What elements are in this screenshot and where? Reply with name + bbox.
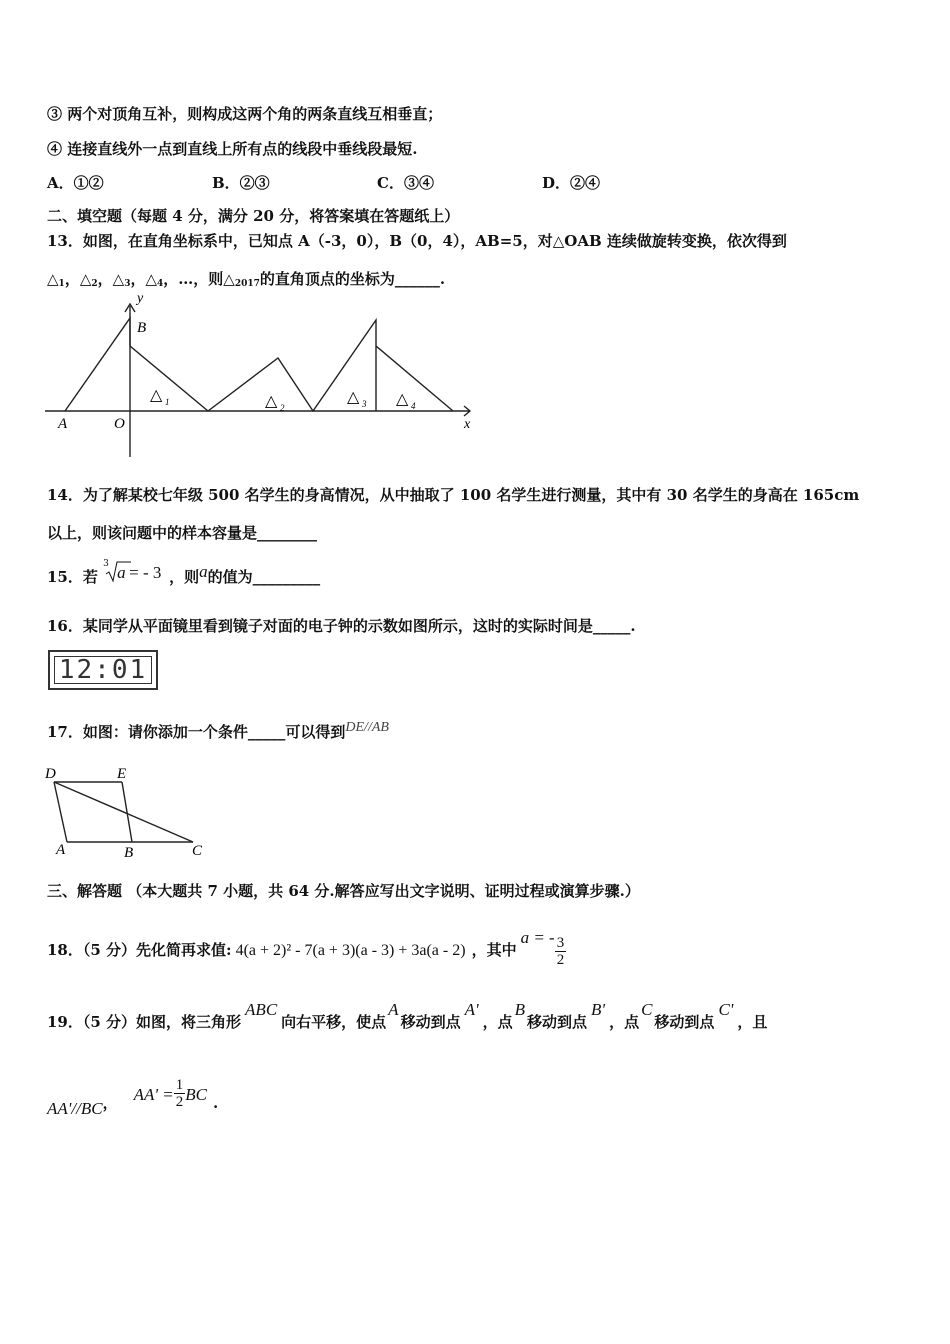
q13-tri4: △	[145, 270, 158, 288]
section-2-heading: 二、填空题（每题 4 分，满分 20 分，将答案填在答题纸上）	[47, 207, 460, 225]
segment-DA	[54, 782, 67, 842]
q13-line2	[47, 268, 445, 289]
q19-line1	[47, 992, 767, 1040]
q15-prefix: 15．若	[47, 568, 98, 586]
q15-mid: ，则	[169, 568, 200, 586]
mirror-clock	[48, 650, 158, 690]
tri4-label: △	[396, 391, 409, 408]
q19-C1: C'	[718, 1000, 734, 1019]
tri1-label: △	[150, 387, 163, 404]
y-label: y	[137, 292, 144, 306]
q14-line1: 14．为了解某校七年级 500 名学生的身高情况，从中抽取了 100 名学生进行测量，其中有 30 名学生的身高在 165cm	[47, 486, 860, 504]
option-b: B．②③	[212, 174, 270, 192]
q19-den: 2	[175, 1094, 184, 1110]
q15-line	[47, 559, 321, 587]
q18-num: 3	[556, 934, 565, 951]
q13-sep2: ，	[97, 270, 113, 288]
q18-fraction	[555, 935, 567, 968]
q19-t2: 移动到点	[400, 1013, 461, 1031]
q18-prefix: 18．（5 分）先化简再求值:	[47, 941, 232, 959]
q13-tail: 的直角顶点的坐标为______.	[259, 270, 446, 288]
q15-radicand: a	[117, 563, 126, 582]
statement-3: ③ 两个对顶角互补，则构成这两个角的两条直线互相垂直；	[47, 105, 443, 123]
tri2-sub: 2	[280, 403, 285, 413]
point-A: A	[58, 416, 68, 432]
q13-ellipsis: ，…，则△	[163, 270, 235, 288]
option-a: A．①②	[47, 174, 104, 192]
q13-sub1: 1	[58, 279, 65, 289]
q17-line	[47, 720, 389, 742]
q19-fraction	[174, 1077, 186, 1110]
rotation-path	[65, 318, 453, 411]
q18-line	[47, 920, 566, 969]
x-label: x	[464, 417, 471, 432]
q15-eq: = - 3	[129, 563, 162, 582]
q19-A: A	[388, 1000, 399, 1019]
point-E: E	[117, 766, 127, 782]
q19-B1: B'	[591, 1000, 606, 1019]
q19-t1: 向右平移，使点	[281, 1013, 387, 1031]
q19-A1: A'	[464, 1000, 479, 1019]
mirror-clock-display: 12:01	[54, 656, 152, 684]
point-B: B	[137, 320, 147, 336]
section-3-heading: 三、解答题 （本大题共 7 小题，共 64 分.解答应写出文字说明、证明过程或演算步骤.）	[47, 882, 640, 900]
tri2-label: △	[265, 393, 278, 410]
q13-sub3: 3	[124, 279, 131, 289]
tri3-label: △	[347, 389, 360, 406]
q19-line2	[47, 1075, 218, 1129]
q13-tri3: △	[112, 270, 125, 288]
tri4-sub: 4	[411, 401, 416, 411]
q13-line1: 13．如图，在直角坐标系中，已知点 A（-3，0），B（0，4），AB=5，对△OAB 连续做旋转变换，依次得到	[47, 232, 787, 250]
q18-den: 2	[556, 951, 565, 968]
q17-figure	[40, 762, 220, 862]
point-B-17: B	[124, 845, 134, 861]
q19-end: .	[212, 1094, 219, 1112]
point-A-17: A	[56, 842, 66, 858]
q13-n: 2017	[234, 279, 260, 289]
q17-math: DE//AB	[345, 720, 389, 735]
q13-sep3: ，	[130, 270, 146, 288]
point-O: O	[114, 416, 125, 432]
q19-prefix: 19．（5 分）如图，将三角形	[47, 1013, 242, 1031]
q15-cube-root	[103, 559, 163, 585]
q19-comma: ，	[102, 1094, 118, 1112]
option-c: C．③④	[377, 174, 434, 192]
q17-text: 17．如图：请你添加一个条件_____可以得到	[47, 723, 346, 741]
tri1-sub: 1	[165, 397, 170, 407]
q13-sub4: 4	[157, 279, 164, 289]
q13-tri: △	[47, 270, 59, 288]
q19-t3: ，点	[482, 1013, 513, 1031]
q19-t7: ，且	[737, 1013, 768, 1031]
statement-4: ④ 连接直线外一点到直线上所有点的线段中垂线段最短.	[47, 140, 418, 158]
q13-sub2: 2	[91, 279, 98, 289]
q19-cond2-lhs: AA' =	[133, 1085, 174, 1104]
q18-mid: ，其中	[471, 941, 517, 959]
q19-t4: 移动到点	[527, 1013, 588, 1031]
q15-root-index: 3	[103, 559, 109, 569]
q18-lhs: a = -	[520, 928, 555, 947]
q14-line2: 以上，则该问题中的样本容量是________	[47, 524, 318, 542]
q19-C: C	[641, 1000, 653, 1019]
point-D: D	[45, 766, 56, 782]
q13-figure	[40, 292, 480, 462]
q16-line: 16．某同学从平面镜里看到镜子对面的电子钟的示数如图所示，这时的实际时间是_____.	[47, 617, 636, 635]
option-d: D．②④	[542, 174, 601, 192]
q19-t5: ，点	[609, 1013, 640, 1031]
q18-expression: 4(a + 2)² - 7(a + 3)(a - 3) + 3a(a - 2)	[235, 942, 466, 959]
q19-cond2-rhs: BC	[185, 1085, 207, 1104]
q19-B: B	[514, 1000, 526, 1019]
q19-num: 1	[175, 1077, 184, 1093]
tri3-sub: 3	[362, 399, 367, 409]
q13-sep1: ，	[64, 270, 80, 288]
q19-t6: 移动到点	[654, 1013, 715, 1031]
q19-abc: ABC	[245, 1000, 278, 1019]
q13-tri2: △	[79, 270, 92, 288]
point-C: C	[192, 843, 203, 859]
q19-cond1: AA'//BC	[47, 1099, 103, 1118]
q15-var: a	[199, 562, 208, 581]
q15-tail: 的值为_________	[207, 568, 321, 586]
